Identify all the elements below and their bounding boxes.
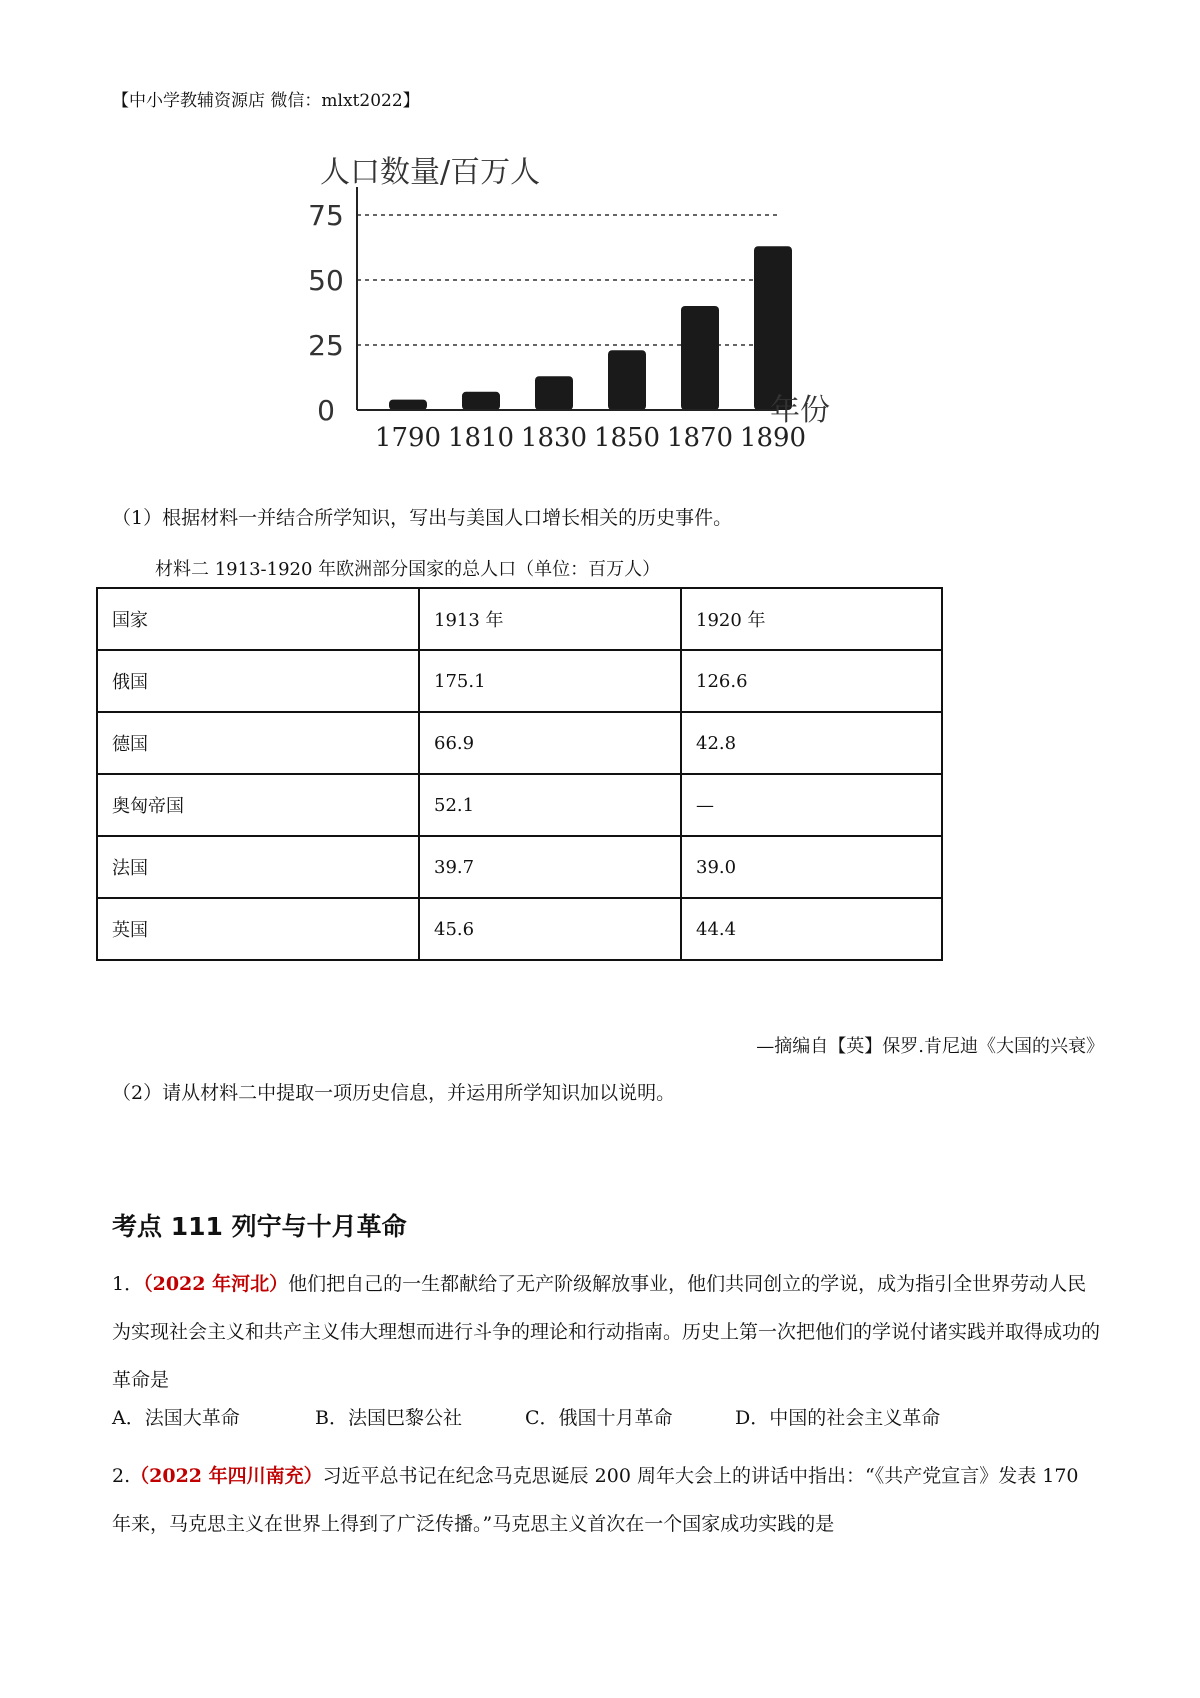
table-header-cell: 1920 年 (681, 588, 942, 650)
chart-y-tick-label: 75 (308, 199, 344, 232)
table-row (97, 898, 942, 960)
option-d: D．中国的社会主义革命 (735, 1407, 941, 1429)
source-tag: （2022 年四川南充） (130, 1465, 323, 1487)
table-cell: 45.6 (419, 898, 681, 960)
chart-bar (754, 246, 792, 410)
chart-y-label: 人口数量/百万人 (320, 155, 541, 190)
option-c: C．俄国十月革命 (525, 1407, 673, 1429)
option-b: B．法国巴黎公社 (315, 1407, 462, 1429)
section-title: 考点 111 列宁与十月革命 (112, 1212, 407, 1241)
chart-svg (300, 150, 920, 500)
material-2-title: 材料二 1913-1920 年欧洲部分国家的总人口（单位：百万人） (155, 559, 661, 580)
table-cell: — (681, 774, 942, 836)
table-cell: 175.1 (419, 650, 681, 712)
chart-x-tick-label: 1890 (739, 423, 807, 453)
table-row (97, 774, 942, 836)
question-number: 2. (112, 1465, 131, 1487)
table-cell: 42.8 (681, 712, 942, 774)
population-table (96, 587, 943, 961)
question-1: （1）根据材料一并结合所学知识，写出与美国人口增长相关的历史事件。 (112, 507, 733, 529)
chart-x-tick-label: 1870 (666, 423, 734, 453)
chart-x-tick-label: 1850 (593, 423, 661, 453)
table-cell-country: 德国 (97, 712, 419, 774)
table-header-row (97, 588, 942, 650)
table-cell: 66.9 (419, 712, 681, 774)
table-cell: 52.1 (419, 774, 681, 836)
source-tag: （2022 年河北） (143, 1273, 289, 1295)
table-header-cell: 国家 (97, 588, 419, 650)
mc-options (112, 1403, 940, 1430)
question-text: 习近平总书记在纪念马克思诞辰 200 周年大会上的讲话中指出：“《共产党宣言》发表 170 年来，马克思主义在世界上得到了广泛传播。”马克思主义首次在一个国家成功实践的是 (112, 1465, 1079, 1535)
question-2: （2）请从材料二中提取一项历史信息，并运用所学知识加以说明。 (112, 1082, 676, 1104)
table-row (97, 836, 942, 898)
chart-bar (462, 392, 500, 410)
header-note: 【中小学教辅资源店 微信：mlxt2022】 (112, 91, 420, 111)
chart-y-tick-label: 0 (317, 394, 335, 427)
table-cell-country: 奥匈帝国 (97, 774, 419, 836)
mc-question-1 (112, 1260, 1102, 1404)
table-header-cell: 1913 年 (419, 588, 681, 650)
chart-x-tick-label: 1830 (520, 423, 588, 453)
table-row (97, 712, 942, 774)
question-text: 他们把自己的一生都献给了无产阶级解放事业，他们共同创立的学说，成为指引全世界劳动人民为实现社会主义和共产主义伟大理想而进行斗争的理论和行动指南。历史上第一次把他们的学说付诸实践并取得成功的革命是 (112, 1273, 1101, 1391)
chart-bar (608, 350, 646, 410)
table-cell: 126.6 (681, 650, 942, 712)
table-cell: 39.7 (419, 836, 681, 898)
chart-y-tick-label: 25 (308, 329, 344, 362)
chart-bar (681, 306, 719, 410)
chart-bar (389, 400, 427, 410)
table-cell: 39.0 (681, 836, 942, 898)
chart-x-label: 年份 (770, 393, 830, 428)
mc-question-2 (112, 1452, 1102, 1548)
chart-x-tick-label: 1810 (447, 423, 515, 453)
question-number: 1． (112, 1273, 144, 1295)
chart-x-tick-label: 1790 (374, 423, 442, 453)
table-cell: 44.4 (681, 898, 942, 960)
table-cell-country: 俄国 (97, 650, 419, 712)
chart-y-tick-label: 50 (308, 264, 344, 297)
population-bar-chart (300, 150, 920, 500)
table-row (97, 650, 942, 712)
table-cell-country: 英国 (97, 898, 419, 960)
table-cell-country: 法国 (97, 836, 419, 898)
option-a: A．法国大革命 (112, 1407, 240, 1429)
chart-bar (535, 376, 573, 410)
table-source: —摘编自【英】保罗.肯尼迪《大国的兴衰》 (756, 1036, 1104, 1057)
